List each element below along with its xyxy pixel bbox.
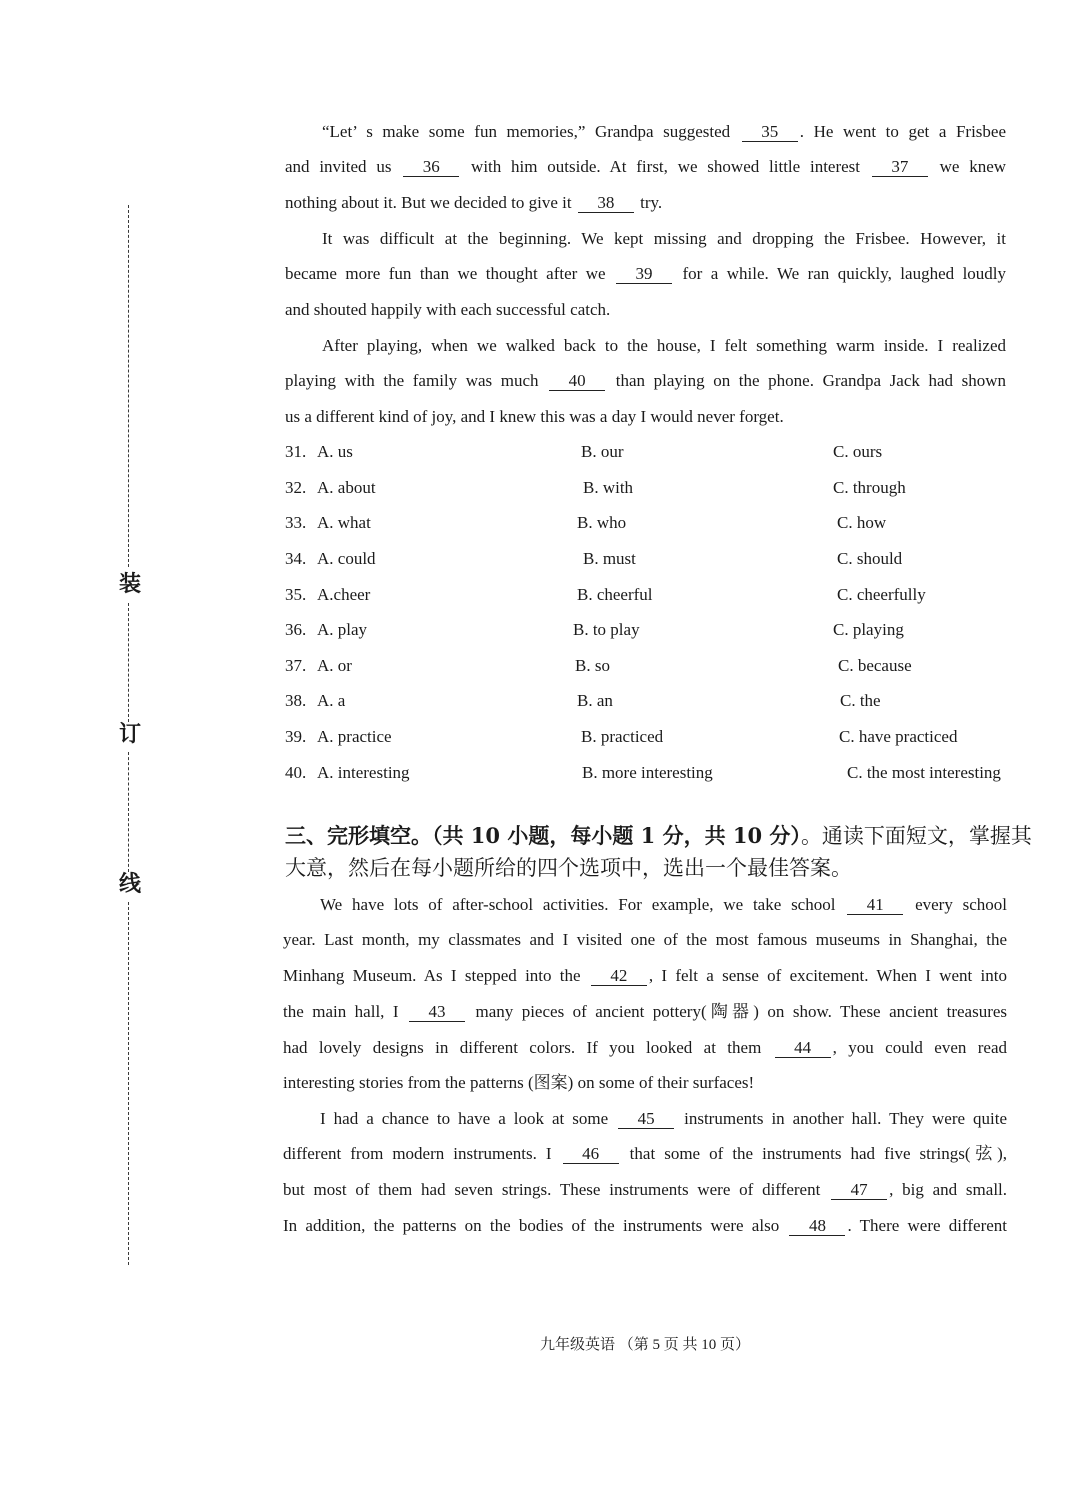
passage-text: In addition, the patterns on the bodies of the instruments were also <box>283 1216 780 1235</box>
option-a: A.cheer <box>317 585 371 604</box>
passage-text: , I felt a sense of excitement. When I went into <box>648 966 1007 985</box>
option-a: A. a <box>317 691 346 710</box>
option-row-40 <box>0 755 1080 791</box>
option-c: C. the most interesting <box>847 763 1001 782</box>
option-row-31 <box>0 434 1080 470</box>
passage-text: , you could even read <box>832 1038 1008 1057</box>
passage-text: different from modern instruments. I <box>283 1144 552 1163</box>
passage-text: try. <box>640 193 663 212</box>
passage-text: that some of the instruments had five strings(弦), <box>629 1144 1008 1163</box>
option-b: B. with <box>583 478 634 497</box>
option-b: B. practiced <box>581 727 664 746</box>
option-row-39 <box>0 719 1080 755</box>
passage-text: for a while. We ran quickly, laughed loudly <box>682 264 1007 283</box>
option-a: A. could <box>317 549 376 568</box>
passage-line <box>283 1030 1007 1066</box>
option-a: A. practice <box>317 727 392 746</box>
passage-line <box>285 399 1006 435</box>
option-b: B. cheerful <box>577 585 653 604</box>
option-row-36 <box>0 612 1080 648</box>
blank-43: 43 <box>409 1003 465 1022</box>
passage-line <box>285 149 1006 185</box>
option-c: C. because <box>838 656 912 675</box>
option-c: C. ours <box>833 442 883 461</box>
option-row-38 <box>0 683 1080 719</box>
option-a: A. interesting <box>317 763 410 782</box>
question-number: 39. <box>285 727 307 746</box>
passage-text: , big and small. <box>889 1180 1008 1199</box>
option-c: C. how <box>837 513 887 532</box>
blank-39: 39 <box>616 265 672 284</box>
passage-text: nothing about it. But we decided to give it <box>285 193 572 212</box>
passage-text: and shouted happily with each successful catch. <box>285 300 611 319</box>
passage-text: interesting stories from the patterns (图案) on some of their surfaces! <box>283 1073 755 1092</box>
option-c: C. through <box>833 478 906 497</box>
passage-text: us a different kind of joy, and I knew this was a day I would never forget. <box>285 407 784 426</box>
blank-45: 45 <box>618 1110 674 1129</box>
section-instruction: 。通读下面短文，掌握其 <box>800 824 1032 848</box>
option-b: B. more interesting <box>582 763 713 782</box>
blank-37: 37 <box>872 158 928 177</box>
passage-line <box>322 221 1006 257</box>
passage-line <box>283 1136 1007 1172</box>
passage-line <box>283 994 1007 1030</box>
blank-42: 42 <box>591 967 647 986</box>
passage-line <box>322 328 1006 364</box>
question-number: 33. <box>285 513 307 532</box>
option-row-37 <box>0 648 1080 684</box>
section-heading <box>285 821 1032 851</box>
passage-text: had lovely designs in different colors. If you looked at them <box>283 1038 762 1057</box>
passage-text: We have lots of after-school activities. For example, we take school <box>320 895 836 914</box>
blank-47: 47 <box>831 1181 887 1200</box>
section-instruction: 大意，然后在每小题所给的四个选项中，选出一个最佳答案。 <box>285 856 852 880</box>
passage-line <box>283 958 1007 994</box>
option-b: B. our <box>581 442 624 461</box>
option-c: C. cheerfully <box>837 585 926 604</box>
question-number: 32. <box>285 478 307 497</box>
option-c: C. have practiced <box>839 727 958 746</box>
option-a: A. what <box>317 513 371 532</box>
passage-text: but most of them had seven strings. These instruments were of different <box>283 1180 821 1199</box>
question-number: 40. <box>285 763 307 782</box>
passage-text: After playing, when we walked back to the house, I felt something warm inside. I realized <box>322 336 1006 355</box>
passage-text: every school <box>915 895 1008 914</box>
binding-char-ding: 订 <box>118 722 141 747</box>
passage-text: the main hall, I <box>283 1002 399 1021</box>
passage-text: “Let’ s make some fun memories,” Grandpa suggested <box>322 122 731 141</box>
option-c: C. should <box>837 549 903 568</box>
binding-char-zhuang: 装 <box>118 572 141 597</box>
blank-46: 46 <box>563 1145 619 1164</box>
option-b: B. an <box>577 691 613 710</box>
page-footer: 九年级英语 （第 5 页 共 10 页） <box>539 1337 750 1353</box>
option-a: A. us <box>317 442 353 461</box>
question-number: 36. <box>285 620 307 639</box>
blank-48: 48 <box>789 1217 845 1236</box>
section-instruction-line <box>285 853 852 883</box>
passage-line <box>285 363 1006 399</box>
passage-text: Minhang Museum. As I stepped into the <box>283 966 581 985</box>
question-number: 35. <box>285 585 307 604</box>
question-number: 37. <box>285 656 307 675</box>
passage-line <box>283 922 1007 958</box>
passage-text: playing with the family was much <box>285 371 539 390</box>
passage-text: . There were different <box>847 1216 1007 1235</box>
option-a: A. or <box>317 656 352 675</box>
section-title: 三、完形填空。（共 10 小题，每小题 1 分，共 10 分） <box>285 823 801 848</box>
blank-35: 35 <box>742 123 798 142</box>
passage-text: became more fun than we thought after we <box>285 264 606 283</box>
passage-text: than playing on the phone. Grandpa Jack had shown <box>615 371 1007 390</box>
passage-line <box>320 887 1007 923</box>
option-b: B. must <box>583 549 636 568</box>
passage-text: . He went to get a Frisbee <box>799 122 1006 141</box>
question-number: 31. <box>285 442 307 461</box>
option-row-34 <box>0 541 1080 577</box>
option-c: C. the <box>840 691 881 710</box>
question-number: 38. <box>285 691 307 710</box>
option-b: B. who <box>577 513 627 532</box>
blank-36: 36 <box>403 158 459 177</box>
passage-line <box>283 1172 1007 1208</box>
question-number: 34. <box>285 549 307 568</box>
option-row-32 <box>0 470 1080 506</box>
option-b: B. so <box>575 656 610 675</box>
binding-char-xian: 线 <box>118 872 141 897</box>
option-c: C. playing <box>833 620 904 639</box>
blank-44: 44 <box>775 1039 831 1058</box>
passage-text: year. Last month, my classmates and I visited one of the most famous museums in Shanghai, the <box>283 930 1007 949</box>
passage-line <box>285 256 1006 292</box>
passage-line <box>285 292 1006 328</box>
passage-line <box>283 1208 1007 1244</box>
passage-text: instruments in another hall. They were quite <box>684 1109 1008 1128</box>
passage-text: It was difficult at the beginning. We kept missing and dropping the Frisbee. However, it <box>322 229 1006 248</box>
passage-line <box>322 114 1006 150</box>
passage-text: and invited us <box>285 157 392 176</box>
passage-text: many pieces of ancient pottery(陶器) on show. These ancient treasures <box>475 1002 1008 1021</box>
passage-line <box>320 1101 1007 1137</box>
passage-text: we knew <box>939 157 1007 176</box>
passage-text: I had a chance to have a look at some <box>320 1109 609 1128</box>
option-b: B. to play <box>573 620 640 639</box>
blank-40: 40 <box>549 372 605 391</box>
passage-text: with him outside. At first, we showed little interest <box>471 157 861 176</box>
option-row-33 <box>0 505 1080 541</box>
option-a: A. play <box>317 620 368 639</box>
passage-line <box>285 185 1006 221</box>
passage-line <box>283 1065 1007 1101</box>
blank-38: 38 <box>578 194 634 213</box>
blank-41: 41 <box>847 896 903 915</box>
option-a: A. about <box>317 478 376 497</box>
option-row-35 <box>0 577 1080 613</box>
binding-dashed-line <box>128 902 129 1265</box>
